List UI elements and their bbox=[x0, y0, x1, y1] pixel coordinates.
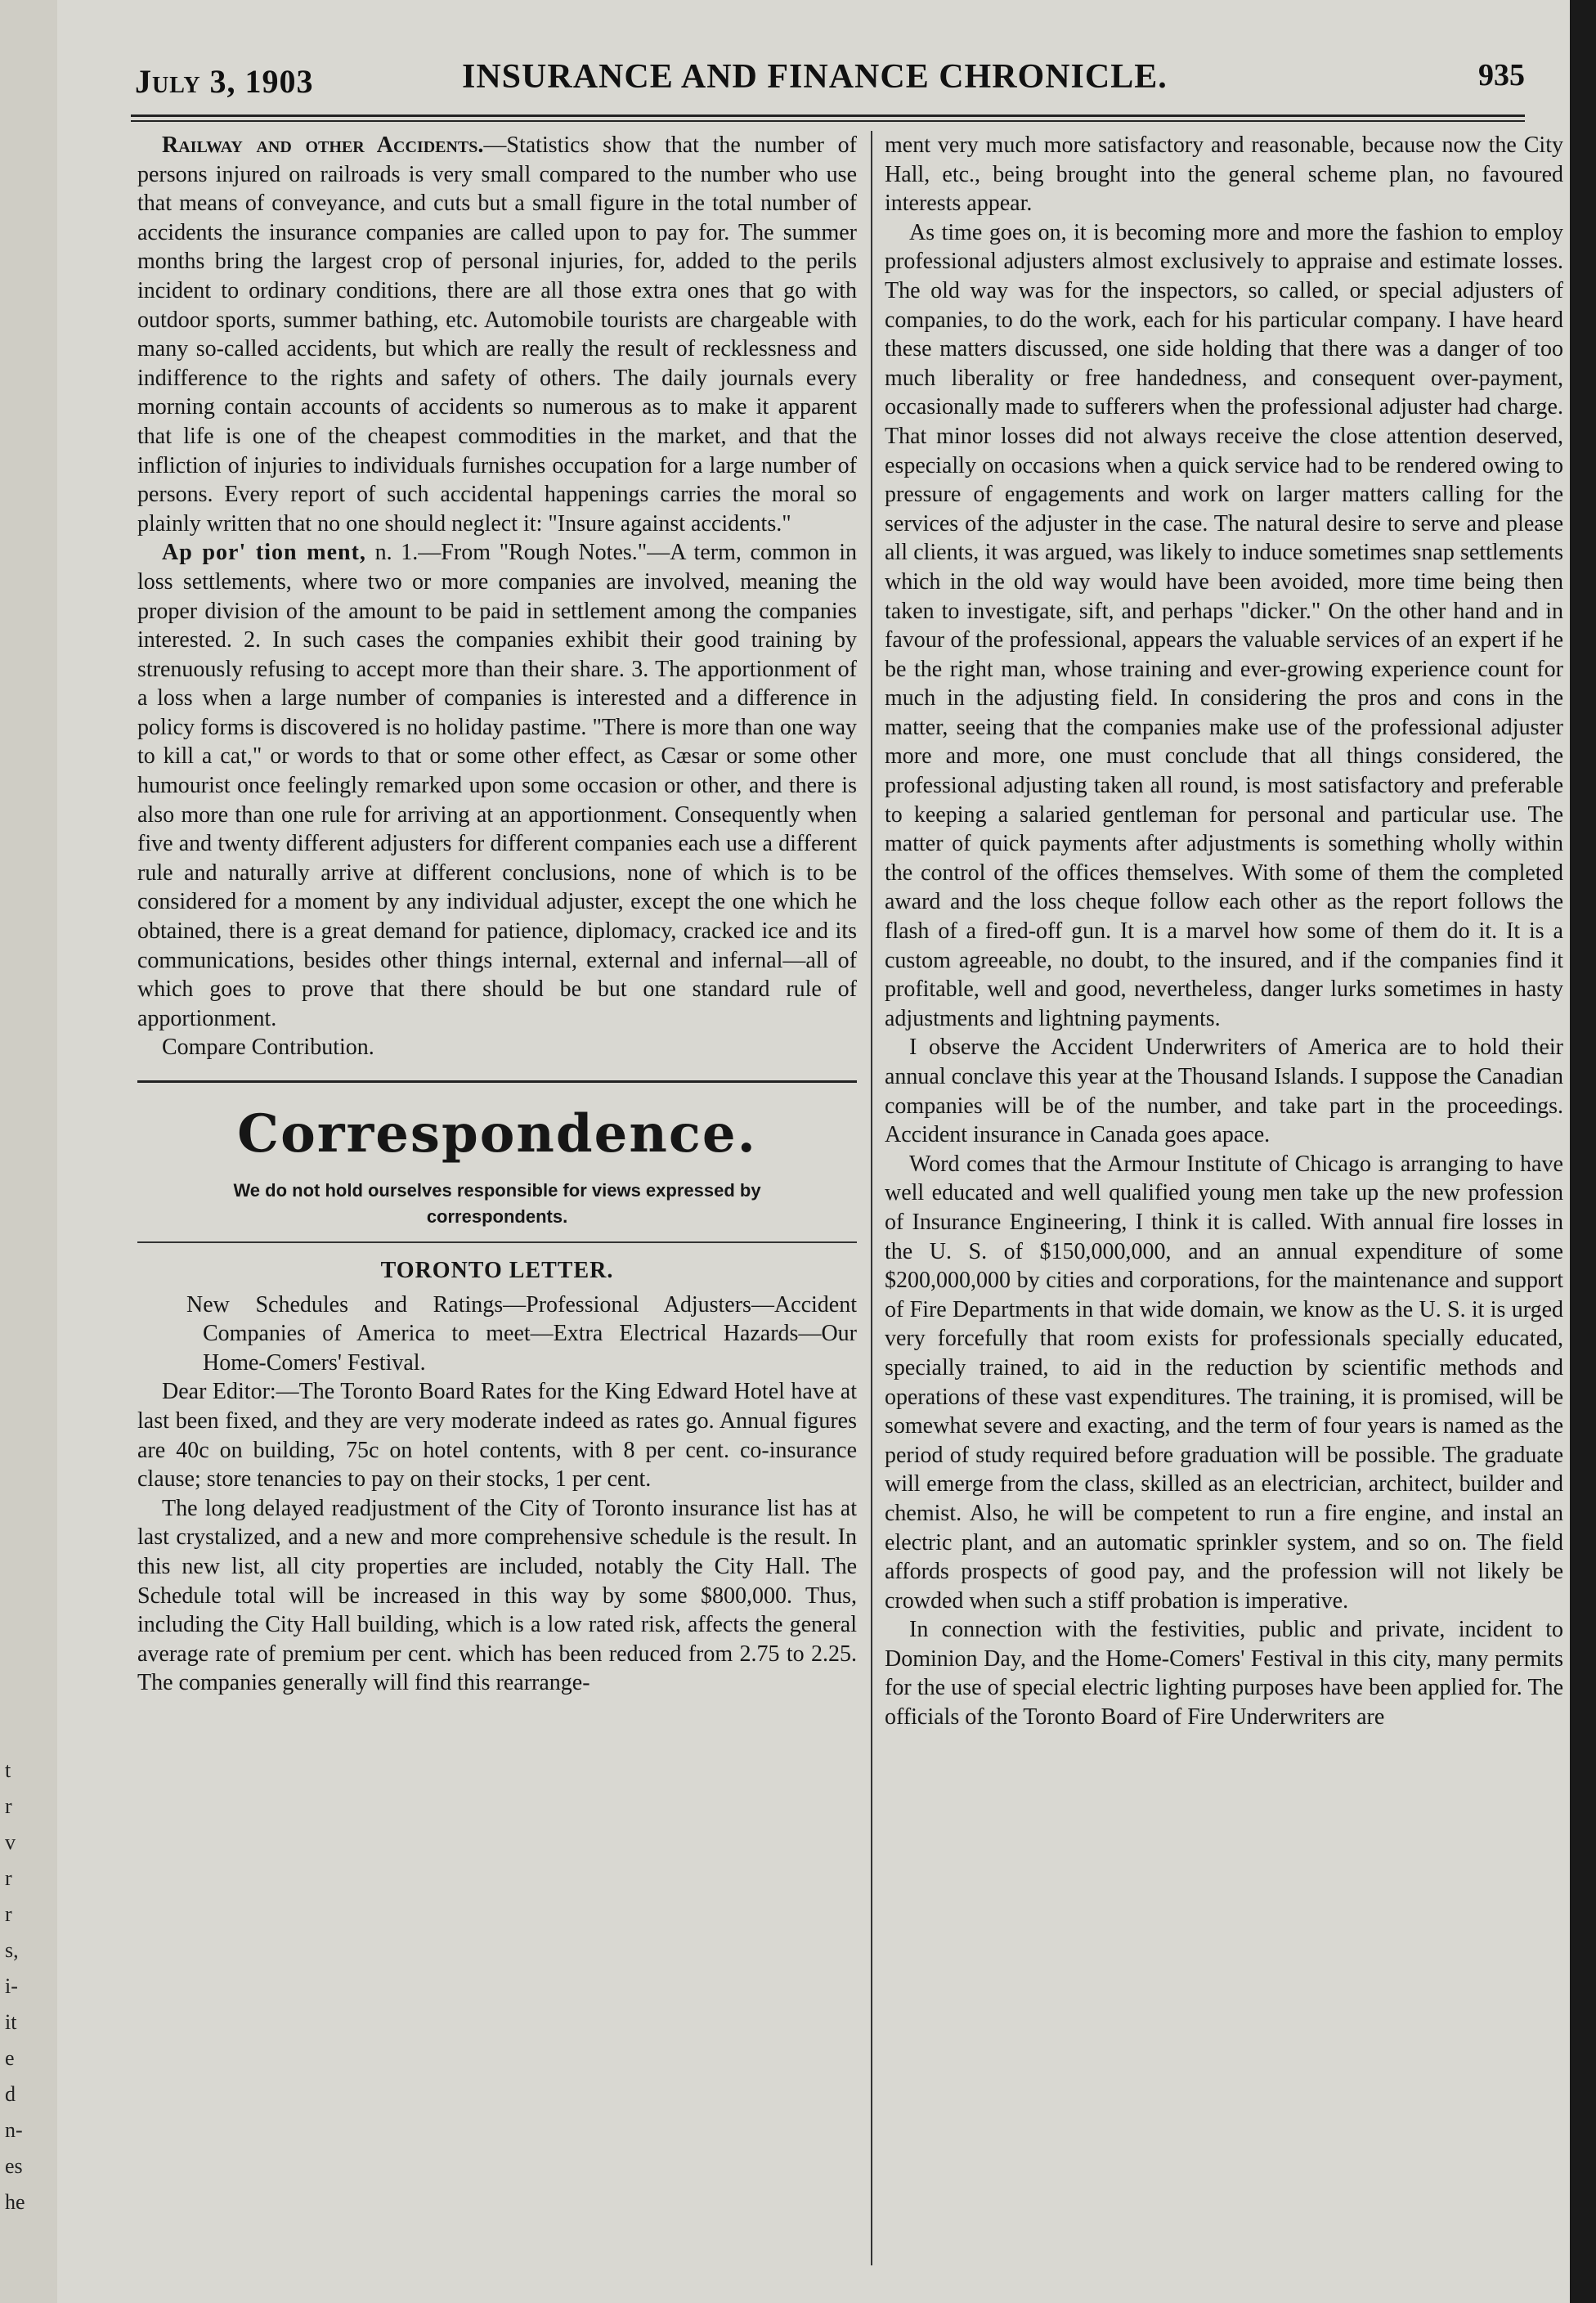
letter-paragraph: Dear Editor:—The Toronto Board Rates for the King Edward Hotel have at last been fixed, and they are very moderate indeed as rates go. Annual figures are 40c on building, 75c on hotel contents, with 8 per cent. co-insurance clause; store tenancies to pay on their stocks, 1 per cent. bbox=[137, 1379, 857, 1493]
margin-scrap: i- bbox=[5, 1974, 18, 1998]
journal-title: INSURANCE AND FINANCE CHRONICLE. bbox=[462, 58, 1168, 96]
issue-date: July 3, 1903 bbox=[135, 63, 314, 100]
right-column bbox=[885, 131, 1563, 1732]
disclaimer: We do not hold ourselves responsible for views expressed by correspondents. bbox=[233, 1180, 761, 1227]
letter-subhead: New Schedules and Ratings—Professional Adjusters—Accident Companies of America to meet—Extra Electrical Hazards—Our Home-Comers' Festival. bbox=[186, 1291, 857, 1376]
letter-paragraph: I observe the Accident Underwriters of America are to hold their annual conclave this year at the Thousand Islands. I suppose the Canadian companies will be of the number, and take part in the proceedings. Accident insurance in Canada goes apace. bbox=[885, 1035, 1563, 1148]
apportionment-term: Ap por' tion ment, bbox=[162, 540, 366, 566]
letter-paragraph: In connection with the festivities, public and private, incident to Dominion Day, and the Home-Comers' Festival in this city, many permits for the use of special electric lighting purposes have been applied for. The officials of the Toronto Board of Fire Underwriters are bbox=[885, 1617, 1563, 1731]
margin-scrap: d bbox=[5, 2082, 16, 2106]
page-header bbox=[135, 51, 1525, 108]
apportionment-text: n. 1.—From "Rough Notes."—A term, common in loss settlements, where two or more companies are involved, meaning the proper division of the amount to be paid in settlement among the companies interested. 2. In such cases the companies exhibit their good training by strenuously refusing to accept more than their share. 3. The apportionment of a loss when a large number of companies is interested and a difference in policy forms is discovered is no holiday pastime. "There is more than one way to kill a cat," or words to that or some other effect, as Cæsar or some other humourist once feelingly remarked upon some occasion or other, and there is also more than one rule for arriving at an apportionment. Consequently when five and twenty different adjusters for different companies each use a different rule and naturally arrive at different conclusions, none of which is to be considered for a moment by any individual adjuster, except the one which he obtained, there is a great demand for patience, diplomacy, cracked ice and its communications, besides other things internal, external and infernal—all of which goes to prove that there should be but one standard rule of apportionment. bbox=[137, 540, 857, 1031]
margin-scrap: r bbox=[5, 1866, 12, 1890]
letter-paragraph: ment very much more satisfactory and reasonable, because now the City Hall, etc., being brought into the general scheme plan, no favoured interests appear. bbox=[885, 132, 1563, 217]
margin-scrap: v bbox=[5, 1830, 16, 1854]
compare-note: Compare Contribution. bbox=[162, 1035, 374, 1061]
margin-scrap: r bbox=[5, 1794, 12, 1818]
margin-scrap: es bbox=[5, 2154, 23, 2178]
section-rule-top bbox=[137, 1080, 857, 1083]
letter-paragraph: Word comes that the Armour Institute of Chicago is arranging to have well educated and well qualified young men take up the new profession of Insurance Engineering, I think it is called. With annual fire losses in the U. S. of $150,000,000, and an annual expenditure of some $200,000,000 by cities and corporations, for the maintenance and support of Fire Departments in that wide domain, we know as the U. S. it is urged very forcefully that room exists for professionals specially educated, specially trained, to aid in the reduction by scientific methods and operations of these vast expenditures. The training, it is promised, will be somewhat severe and exacting, and the term of four years is named as the period of study required before graduation will be possible. The graduate will emerge from the class, skilled as an electrician, architect, builder and chemist. Also, he will be competent to run a fire engine, and instal an electric plant, and an automatic sprinkler system, and so on. The field affords prospects of good pay, and the profession will not likely be crowded when such a stiff probation is imperative. bbox=[885, 1151, 1563, 1614]
letter-paragraph: The long delayed readjustment of the City of Toronto insurance list has at last crystalized, and a new and more comprehensive schedule is the result. In this new list, all city properties are included, notably the City Hall. The Schedule total will be increased in this way by some $800,000. Thus, including the City Hall building, which is a low rated risk, affects the general average rate of premium per cent. which has been reduced from 2.75 to 2.25. The companies generally will find this rearrange- bbox=[137, 1495, 857, 1696]
letter-title: TORONTO LETTER. bbox=[380, 1258, 614, 1283]
margin-scrap: it bbox=[5, 2010, 17, 2034]
left-column bbox=[137, 131, 857, 1698]
railway-accidents-paragraph bbox=[137, 131, 857, 538]
margin-scrap: s, bbox=[5, 1938, 19, 1962]
page-number: 935 bbox=[1478, 58, 1525, 92]
margin-scrap: he bbox=[5, 2190, 25, 2214]
margin-scrap: t bbox=[5, 1758, 11, 1782]
header-rule bbox=[131, 114, 1525, 122]
newspaper-page bbox=[57, 0, 1570, 2303]
section-rule-bottom bbox=[137, 1241, 857, 1243]
apportionment-paragraph bbox=[137, 538, 857, 1033]
section-title: Correspondence. bbox=[237, 1103, 757, 1165]
margin-scrap: n- bbox=[5, 2118, 23, 2142]
column-divider bbox=[871, 131, 872, 2265]
margin-scrap: r bbox=[5, 1902, 12, 1926]
railway-text: —Statistics show that the number of persons injured on railroads is very small compared to the number who use that means of conveyance, and cuts but a small figure in the total number of accidents the insurance companies are called upon to pay for. The summer months bring the largest crop of personal injuries, for, added to the perils incident to ordinary conditions, there are all those extra ones that go with outdoor sports, summer bathing, etc. Automobile tourists are chargeable with many so-called accidents, but which are really the result of recklessness and indifference to the rights and safety of others. The daily journals every morning contain accounts of accidents so numerous as to make it apparent that life is one of the cheapest commodities in the market, and that the infliction of injuries to individuals furnishes occupation for a large number of persons. Every report of such accidental happenings carries the moral so plainly written that no one should neglect it: "Insure against accidents." bbox=[137, 132, 857, 536]
railway-lead: Railway and other Accidents. bbox=[162, 132, 484, 158]
letter-paragraph: As time goes on, it is becoming more and more the fashion to employ professional adjusters almost exclusively to appraise and estimate losses. The old way was for the inspectors, so called, or special adjusters of companies, to do the work, each for his particular company. I have heard these matters discussed, one side holding that there was a danger of too much liberality or free handedness, and consequent over-payment, occasionally made to sufferers when the professional adjuster had charge. That minor losses did not always receive the close attention deserved, especially on occasions when a quick service had to be rendered owing to pressure of engagements and work on larger matters calling for the services of the adjuster in the case. The natural desire to serve and please all clients, it was argued, was likely to induce sometimes snap settlements which in the old way would have been avoided, more time being then taken to investigate, sift, and perhaps "dicker." On the other hand and in favour of the professional, appears the valuable services of an expert if he be the right man, whose training and ever-growing experience count for much in the adjusting field. In considering the pros and cons in the matter, seeing that the companies make use of the professional adjuster more and more, one must conclude that all things considered, the professional adjusting taken all round, is most satisfactory and preferable to keeping a salaried gentleman for personal and particular use. The matter of quick payments after adjustments is something wholly within the control of the offices themselves. With some of them the completed award and the loss cheque follow each other as the report follows the flash of a fired-off gun. It is a marvel how some of them do it. It is a custom agreeable, no doubt, to the insured, and if the companies find it profitable, well and good, nevertheless, danger lurks sometimes in hasty adjustments and lightning payments. bbox=[885, 219, 1563, 1031]
margin-scrap: e bbox=[5, 2046, 15, 2070]
